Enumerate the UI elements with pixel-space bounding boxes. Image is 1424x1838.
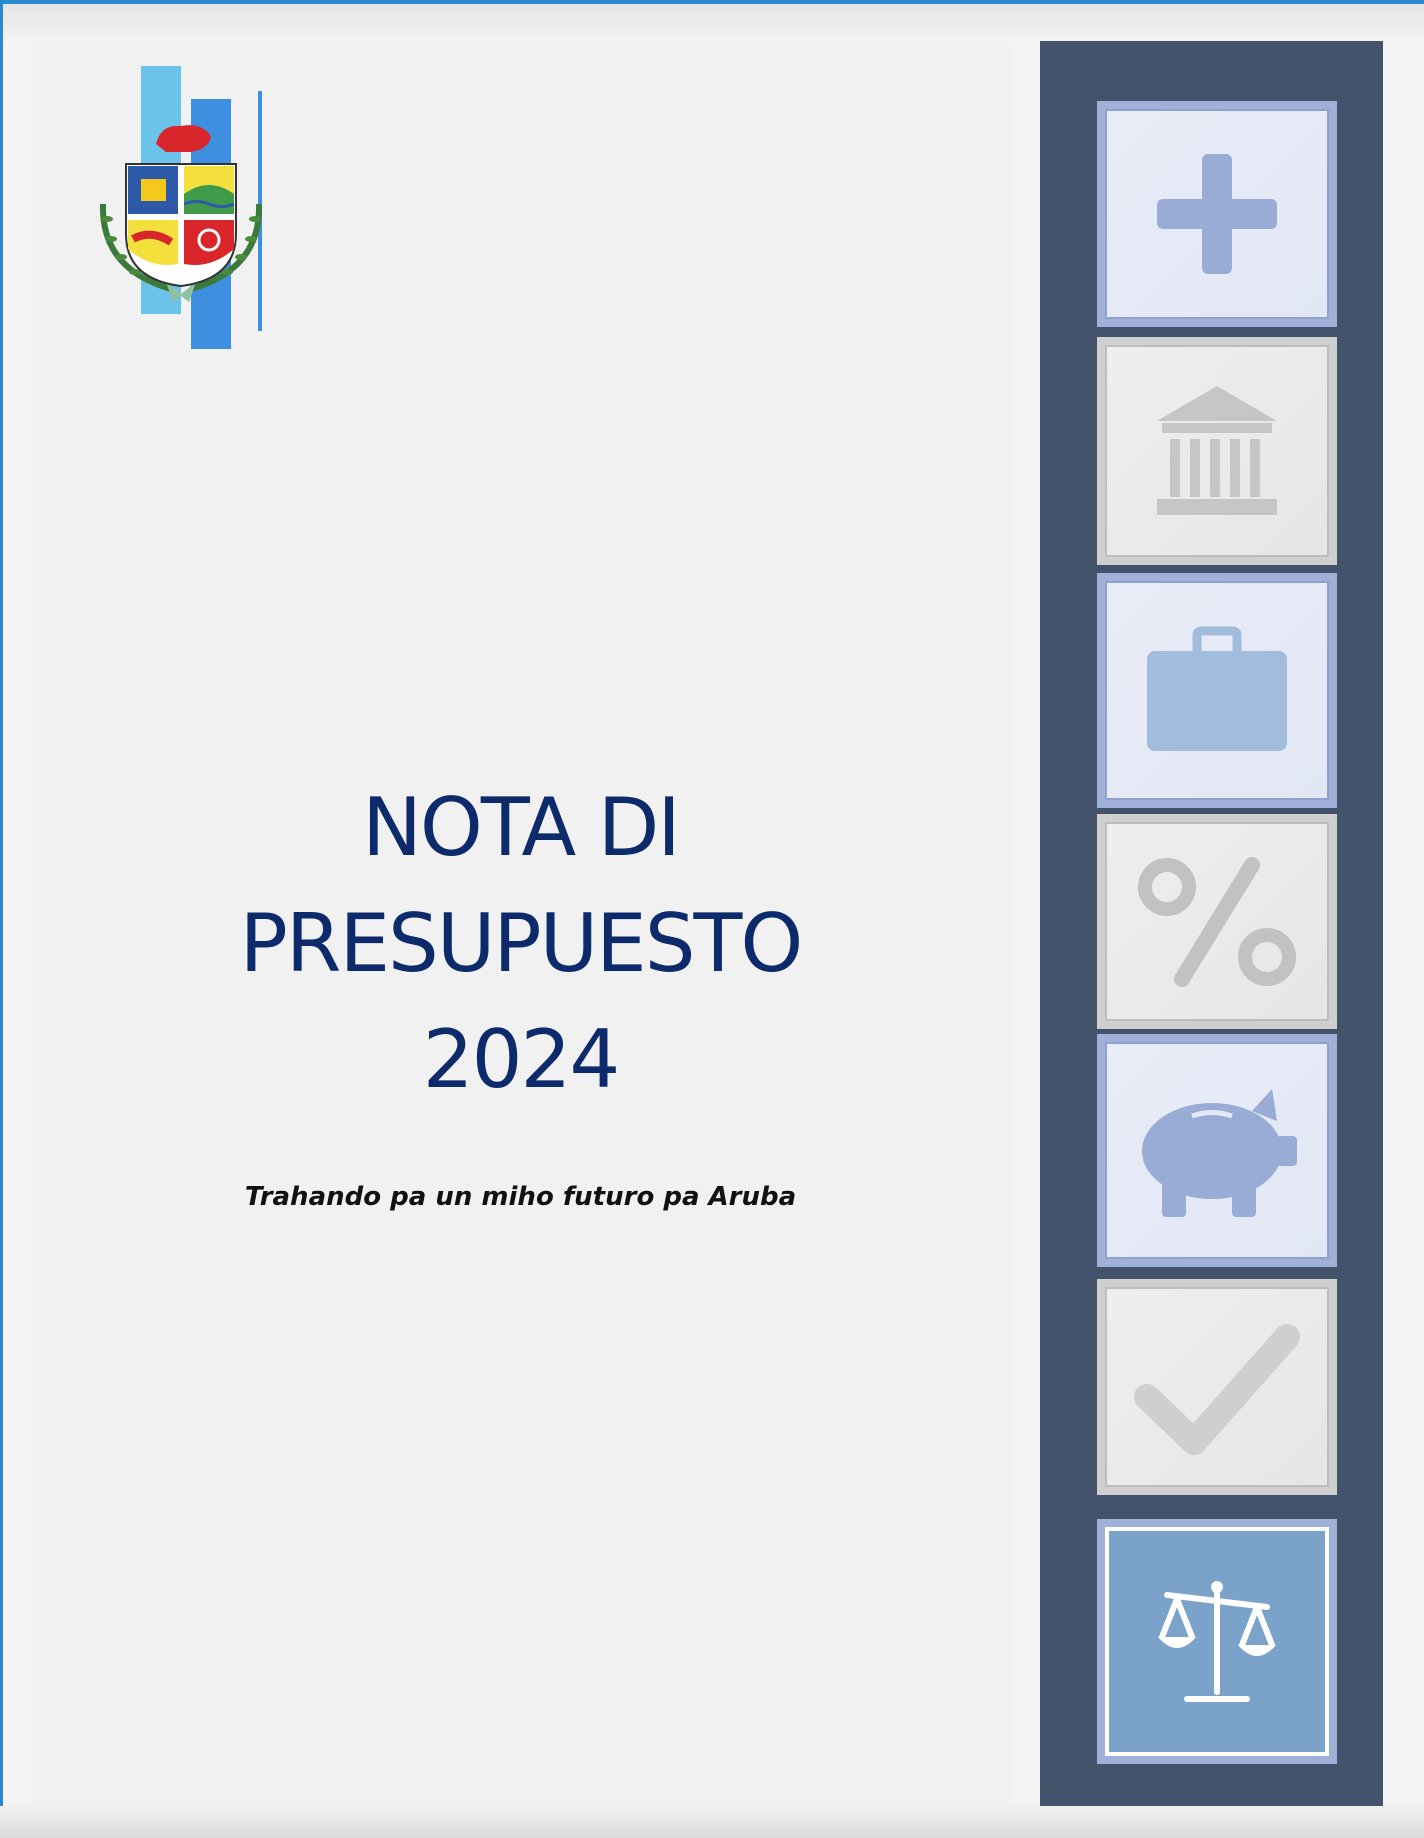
bank-building-icon bbox=[1152, 381, 1282, 521]
balance-scale-icon bbox=[1152, 1577, 1282, 1707]
tile-bank bbox=[1097, 337, 1337, 565]
tile-plus bbox=[1097, 101, 1337, 327]
icon-sidebar bbox=[1040, 41, 1383, 1806]
piggy-bank-icon bbox=[1132, 1081, 1302, 1221]
aruba-coat-of-arms-logo bbox=[71, 54, 271, 374]
title-line: 2024 bbox=[422, 1013, 619, 1106]
tile-checkmark bbox=[1097, 1279, 1337, 1495]
plus-icon bbox=[1152, 149, 1282, 279]
title-line: PRESUPUESTO bbox=[239, 897, 802, 990]
tile-balance-scale bbox=[1097, 1519, 1337, 1764]
percent-icon bbox=[1137, 857, 1297, 987]
briefcase-icon bbox=[1142, 626, 1292, 756]
checkmark-icon bbox=[1132, 1317, 1302, 1457]
tile-percent bbox=[1097, 814, 1337, 1029]
tile-briefcase bbox=[1097, 573, 1337, 808]
cover-page bbox=[31, 42, 1010, 1806]
title-line: NOTA DI bbox=[362, 781, 679, 874]
cover-subtitle: Trahando pa un miho futuro pa Aruba bbox=[244, 1182, 797, 1212]
tile-piggy-bank bbox=[1097, 1034, 1337, 1267]
bottom-bar bbox=[0, 1806, 1424, 1838]
cover-title bbox=[31, 770, 1010, 1118]
